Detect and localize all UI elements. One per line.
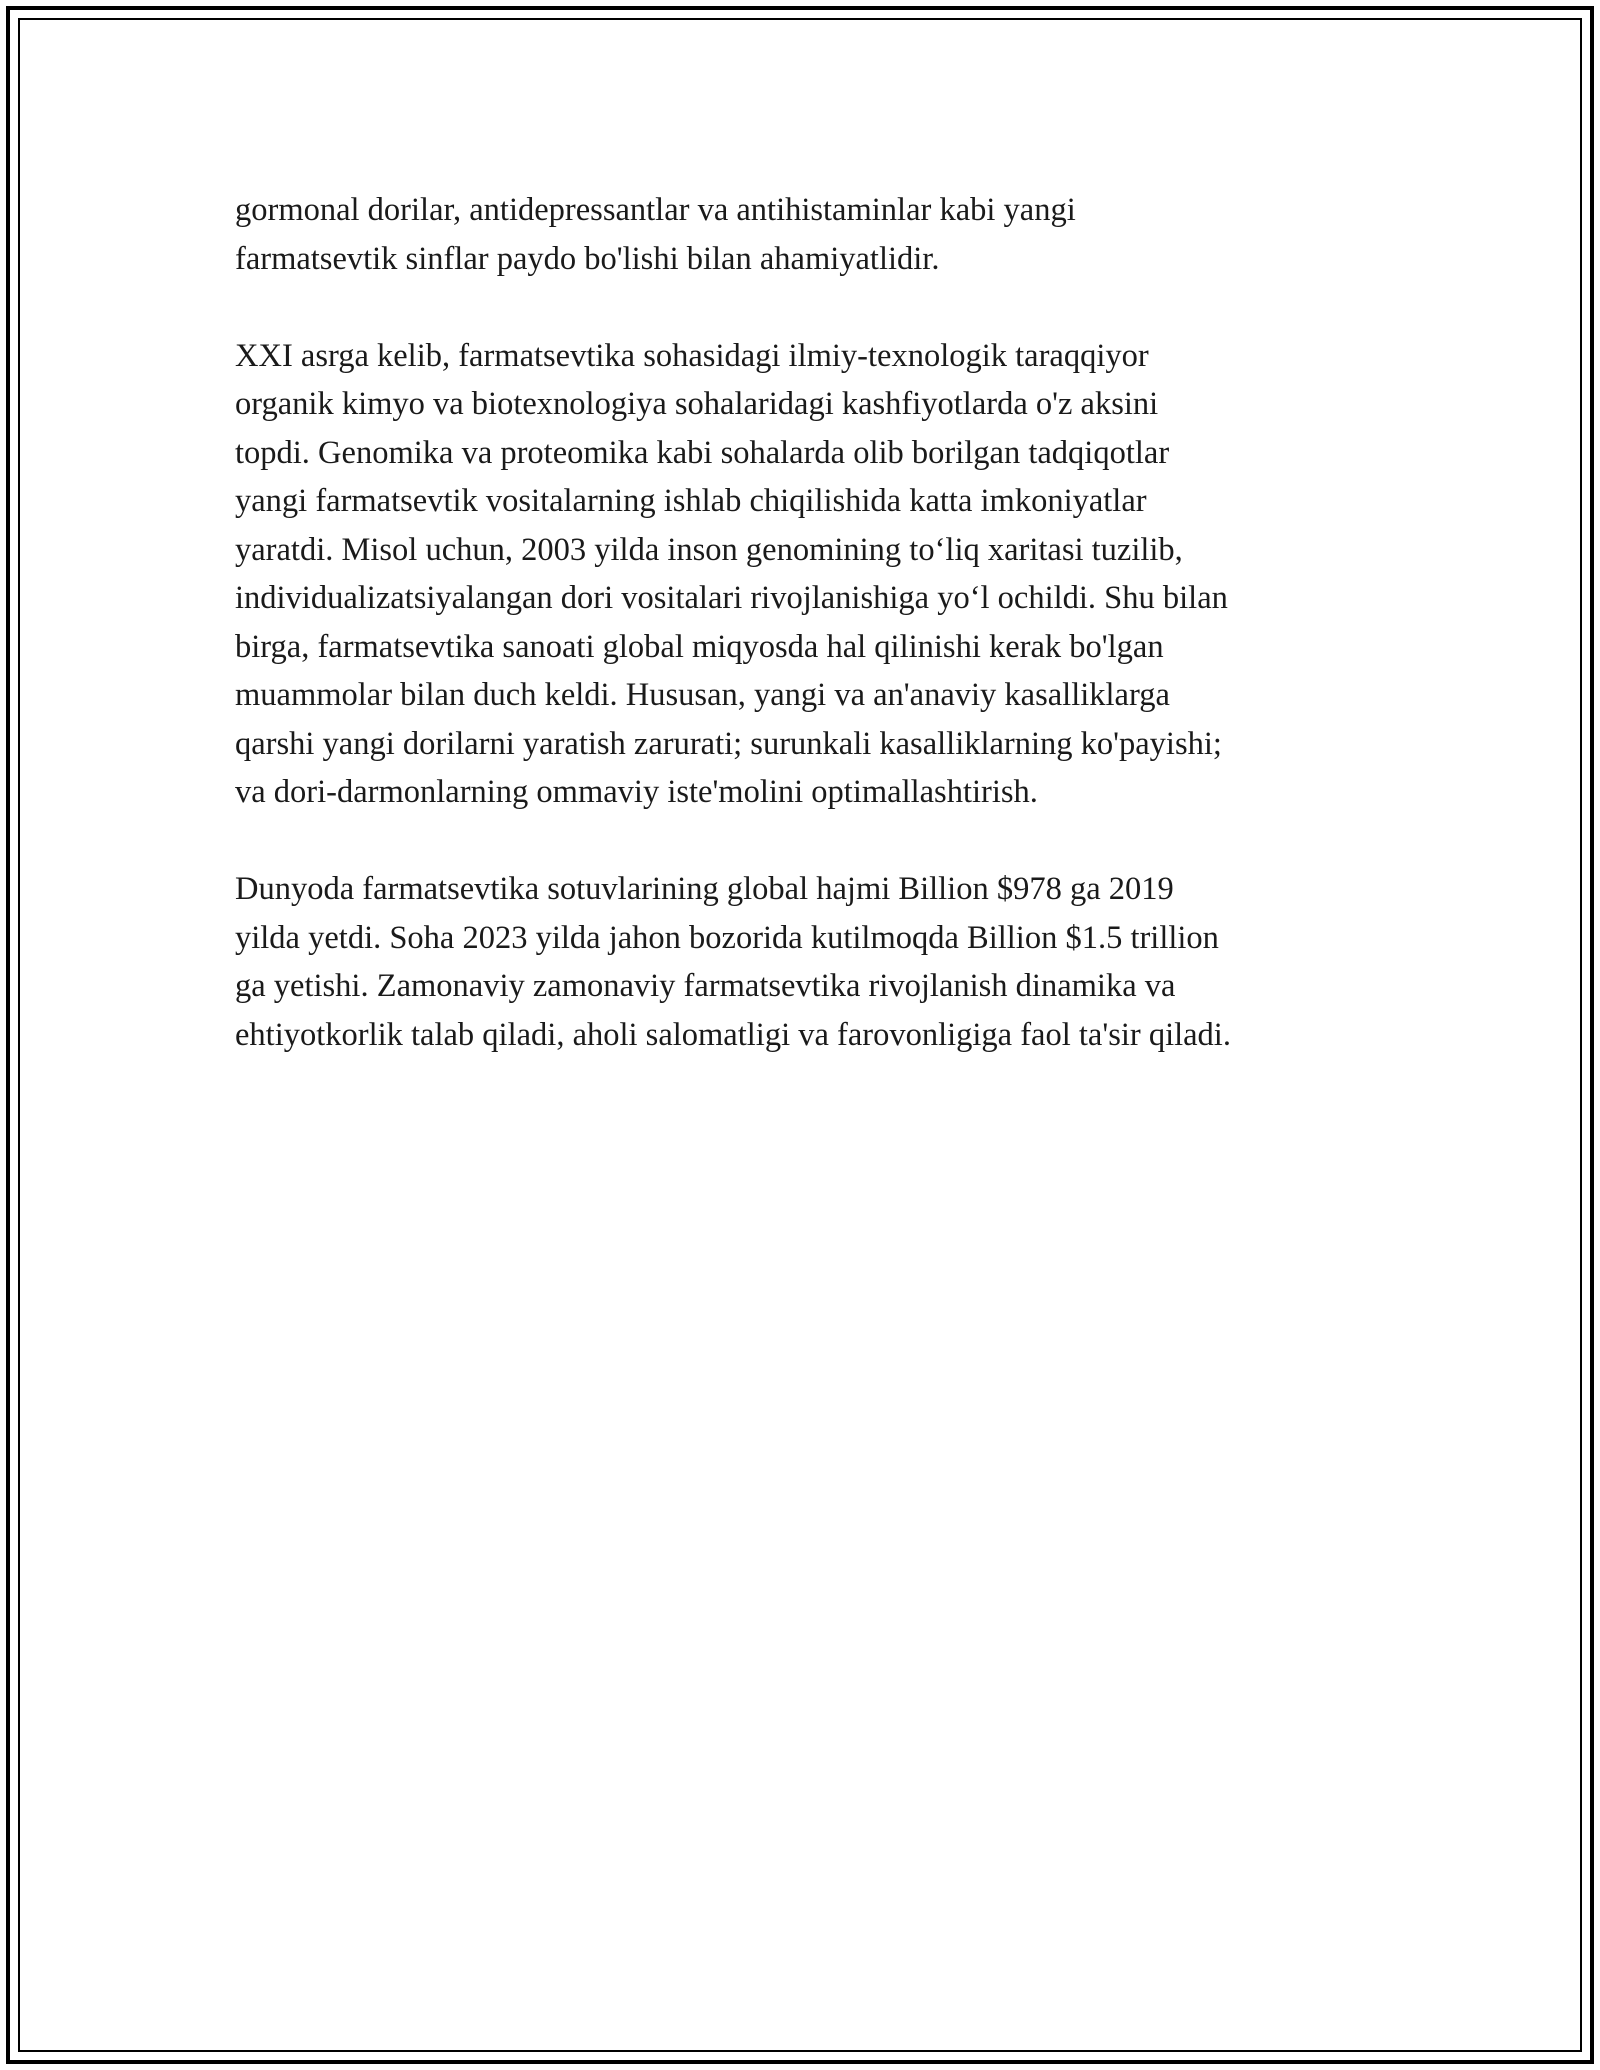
- paragraph-1: gormonal dorilar, antidepressantlar va antihistaminlar kabi yangi farmatsevtik sinflar paydo bo'lishi bilan ahamiyatlidir.: [235, 192, 1076, 277]
- paragraph-3: Dunyoda farmatsevtika sotuvlarining global hajmi Billion $978 ga 2019 yilda yetdi. Soha 2023 yilda jahon bozorida kutilmoqda Billion $1.5 trillion ga yetishi. Zamonaviy zamonaviy farmatsevtika rivojlanish dinamika va ehtiyotkorlik talab qiladi, aholi salomatligi va farovonligiga faol ta'sir qiladi.: [235, 871, 1231, 1053]
- paragraph-2: XXI asrga kelib, farmatsevtika sohasidagi ilmiy-texnologik taraqqiyor organik kimyo va biotexnologiya sohalaridagi kashfiyotlarda o'z aksini topdi. Genomika va proteomika kabi sohalarda olib borilgan tadqiqotlar yangi farmatsevtik vositalarning ishlab chiqilishida katta imkoniyatlar yaratdi. Misol uchun, 2003 yilda inson genomining to‘liq xaritasi tuzilib, individualizatsiyalangan dori vositalari rivojlanishiga yo‘l ochildi. Shu bilan birga, farmatsevtika sanoati global miqyosda hal qilinishi kerak bo'lgan muammolar bilan duch keldi. Hususan, yangi va an'anaviy kasalliklarga qarshi yangi dorilarni yaratish zarurati; surunkali kasalliklarning ko'payishi; va dori-darmonlarning ommaviy iste'molini optimallashtirish.: [235, 337, 1228, 810]
- document-body: [235, 186, 1395, 1108]
